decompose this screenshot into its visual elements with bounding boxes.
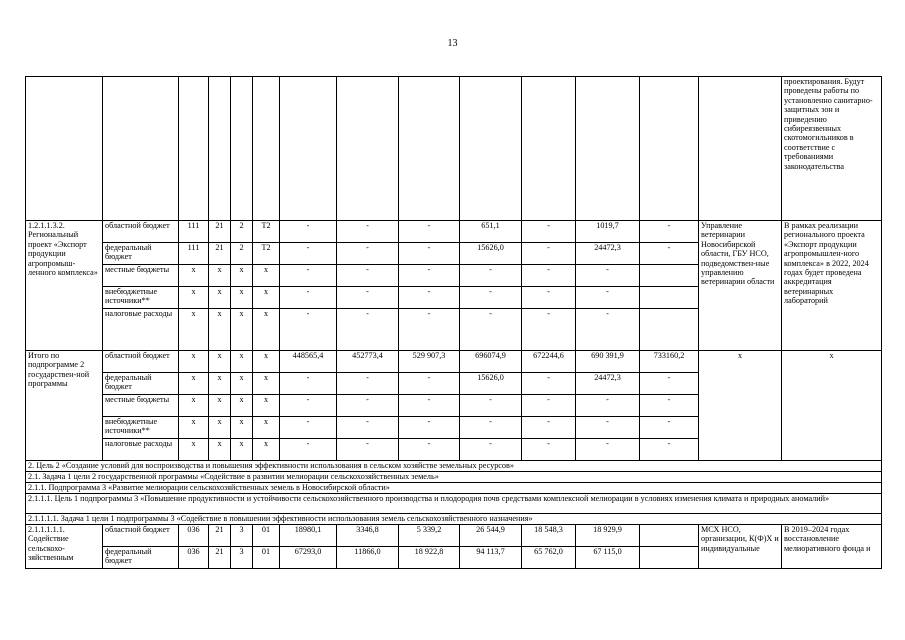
value-cell: 67 115,0	[576, 547, 640, 569]
value-cell: -	[576, 439, 640, 461]
value-cell: 529 907,3	[399, 351, 460, 373]
continuation-note: проектирования. Будут проведены работы по установленно санитарно-защитных зон и приведению сибиреязвенных скотомогильников в соответствие с требованиями законодательства	[782, 77, 882, 221]
value-cell: -	[280, 309, 337, 351]
value-cell: -	[337, 417, 399, 439]
value-cell: -	[460, 439, 522, 461]
value-cell: -	[337, 243, 399, 265]
code-cell: 2	[231, 243, 253, 265]
value-cell: -	[576, 395, 640, 417]
value-cell: -	[576, 309, 640, 351]
code-cell: 3	[231, 525, 253, 547]
code-cell: х	[253, 287, 280, 309]
executor-cell: Управление ветеринарии Новосибирской области, ГБУ НСО, подведомствен-ные управлению ветеринарии области	[699, 221, 782, 351]
value-cell: -	[522, 243, 576, 265]
code-cell: х	[231, 265, 253, 287]
code-cell: х	[231, 417, 253, 439]
value-cell: -	[640, 373, 699, 395]
value-cell: -	[522, 309, 576, 351]
value-cell: -	[460, 309, 522, 351]
code-cell: х	[209, 417, 231, 439]
value-cell: -	[460, 395, 522, 417]
value-cell: -	[522, 265, 576, 287]
value-cell: -	[460, 287, 522, 309]
program-name-cell: 2.1.1.1.1.1. Содействие сельскохо-зяйственным	[26, 525, 103, 569]
value-cell: 733160,2	[640, 351, 699, 373]
code-cell: х	[253, 439, 280, 461]
funding-source-cell: федеральный бюджет	[103, 373, 179, 395]
value-cell: -	[337, 265, 399, 287]
code-cell: х	[253, 417, 280, 439]
code-cell: х	[209, 265, 231, 287]
funding-source-cell: местные бюджеты	[103, 395, 179, 417]
value-cell	[640, 547, 699, 569]
funding-source-cell: федеральный бюджет	[103, 547, 179, 569]
value-cell: 18 548,3	[522, 525, 576, 547]
funding-source-cell: областной бюджет	[103, 221, 179, 243]
value-cell: -	[337, 287, 399, 309]
code-cell: х	[231, 287, 253, 309]
value-cell: 26 544,9	[460, 525, 522, 547]
value-cell: -	[522, 417, 576, 439]
value-cell: 15626,0	[460, 243, 522, 265]
code-cell: х	[209, 309, 231, 351]
code-cell: х	[179, 417, 209, 439]
value-cell: -	[640, 417, 699, 439]
value-cell: 94 113,7	[460, 547, 522, 569]
span-row	[26, 461, 882, 472]
value-cell	[640, 265, 699, 287]
code-cell: х	[253, 265, 280, 287]
funding-source-cell: местные бюджеты	[103, 265, 179, 287]
value-cell: -	[337, 439, 399, 461]
value-cell: -	[460, 417, 522, 439]
value-cell: -	[337, 309, 399, 351]
span-row	[26, 514, 882, 525]
value-cell: -	[399, 309, 460, 351]
value-cell: -	[522, 287, 576, 309]
code-cell: х	[209, 287, 231, 309]
value-cell: -	[337, 395, 399, 417]
value-cell: 5 339,2	[399, 525, 460, 547]
value-cell	[640, 287, 699, 309]
table-row	[26, 351, 882, 373]
value-cell: -	[640, 395, 699, 417]
value-cell: 448565,4	[280, 351, 337, 373]
span-heading-cell: 2. Цель 2 «Создание условий для воспроизводства и повышения эффективности использования в сельском хозяйстве земельных ресурсов»	[26, 461, 882, 472]
value-cell: -	[399, 439, 460, 461]
span-row	[26, 472, 882, 483]
value-cell: 690 391,9	[576, 351, 640, 373]
code-cell: х	[209, 351, 231, 373]
value-cell: -	[280, 243, 337, 265]
value-cell: 67293,0	[280, 547, 337, 569]
table-row	[26, 221, 882, 243]
code-cell: 21	[209, 221, 231, 243]
value-cell	[640, 525, 699, 547]
value-cell: -	[576, 287, 640, 309]
code-cell: х	[179, 395, 209, 417]
executor-cell: х	[699, 351, 782, 461]
value-cell: -	[640, 221, 699, 243]
funding-source-cell: областной бюджет	[103, 351, 179, 373]
funding-source-cell: внебюджетные источники**	[103, 287, 179, 309]
value-cell: 18 929,9	[576, 525, 640, 547]
funding-source-cell: налоговые расходы	[103, 439, 179, 461]
span-heading-cell: 2.1. Задача 1 цели 2 государственной программы «Содействие в развитии мелиорации сельскохозяйственных земель»	[26, 472, 882, 483]
span-heading-cell: 2.1.1. Подпрограмма 3 «Развитие мелиорации сельскохозяйственных земель в Новосибирской области»	[26, 483, 882, 494]
code-cell: х	[179, 439, 209, 461]
code-cell: х	[179, 287, 209, 309]
code-cell: х	[209, 373, 231, 395]
code-cell: х	[253, 395, 280, 417]
value-cell: 651,1	[460, 221, 522, 243]
code-cell: 01	[253, 525, 280, 547]
value-cell: -	[280, 373, 337, 395]
value-cell: -	[460, 265, 522, 287]
value-cell: -	[399, 287, 460, 309]
code-cell: х	[231, 351, 253, 373]
program-name-cell: Итого по подпрограмме 2 государствен-ной программы	[26, 351, 103, 461]
value-cell: 11866,0	[337, 547, 399, 569]
value-cell: 672244,6	[522, 351, 576, 373]
value-cell: -	[337, 221, 399, 243]
value-cell: 24472,3	[576, 373, 640, 395]
value-cell: 65 762,0	[522, 547, 576, 569]
value-cell: -	[399, 395, 460, 417]
code-cell: 3	[231, 547, 253, 569]
code-cell: 21	[209, 243, 231, 265]
executor-cell: МСХ НСО, организации, К(Ф)Х и индивидуальные	[699, 525, 782, 569]
funding-source-cell: областной бюджет	[103, 525, 179, 547]
code-cell: х	[253, 373, 280, 395]
code-cell: 21	[209, 547, 231, 569]
value-cell: -	[640, 439, 699, 461]
span-heading-cell: 2.1.1.1.1. Задача 1 цели 1 подпрограммы 3 «Содействие в повышении эффективности использования земель сельскохозяйственного назначения»	[26, 514, 882, 525]
table-row	[26, 525, 882, 547]
span-heading-cell: 2.1.1.1. Цель 1 подпрограммы 3 «Повышение продуктивности и устойчивости сельскохозяйственного производства и плодородия почв средствами комплексной мелиорации в условиях изменения климата и природных аномалий»	[26, 494, 882, 514]
code-cell: х	[179, 309, 209, 351]
header-continuation-row	[26, 77, 882, 221]
value-cell: -	[399, 243, 460, 265]
value-cell: -	[576, 265, 640, 287]
value-cell: -	[522, 221, 576, 243]
code-cell: х	[209, 439, 231, 461]
code-cell: х	[231, 395, 253, 417]
code-cell: 036	[179, 547, 209, 569]
value-cell: 15626,0	[460, 373, 522, 395]
value-cell: -	[576, 417, 640, 439]
code-cell: х	[179, 351, 209, 373]
value-cell: 1019,7	[576, 221, 640, 243]
value-cell: -	[399, 265, 460, 287]
value-cell: -	[280, 265, 337, 287]
code-cell: х	[253, 351, 280, 373]
code-cell: х	[231, 373, 253, 395]
code-cell: 111	[179, 221, 209, 243]
code-cell: х	[253, 309, 280, 351]
code-cell: Т2	[253, 221, 280, 243]
value-cell: -	[399, 373, 460, 395]
code-cell: х	[231, 309, 253, 351]
page-number: 13	[447, 38, 458, 49]
value-cell: -	[337, 373, 399, 395]
funding-source-cell: федеральный бюджет	[103, 243, 179, 265]
code-cell: х	[231, 439, 253, 461]
code-cell: 036	[179, 525, 209, 547]
value-cell: -	[280, 287, 337, 309]
value-cell: -	[640, 243, 699, 265]
note-cell: В 2019–2024 годах восстановление мелиоративного фонда и	[782, 525, 882, 569]
budget-table	[25, 76, 882, 569]
value-cell	[640, 309, 699, 351]
code-cell: х	[209, 395, 231, 417]
code-cell: 111	[179, 243, 209, 265]
code-cell: х	[179, 265, 209, 287]
note-cell: В рамках реализации регионального проекта «Экспорт продукции агропромышлен-ного комплекса» в 2022, 2024 годах будет проведена аккредитация ветеринарных лабораторий	[782, 221, 882, 351]
value-cell: -	[399, 417, 460, 439]
value-cell: -	[280, 417, 337, 439]
note-cell: х	[782, 351, 882, 461]
value-cell: 452773,4	[337, 351, 399, 373]
value-cell: -	[280, 221, 337, 243]
value-cell: 18 922,8	[399, 547, 460, 569]
value-cell: -	[280, 395, 337, 417]
value-cell: -	[522, 373, 576, 395]
value-cell: -	[280, 439, 337, 461]
value-cell: 696074,9	[460, 351, 522, 373]
code-cell: 01	[253, 547, 280, 569]
span-row	[26, 494, 882, 514]
code-cell: х	[179, 373, 209, 395]
value-cell: -	[399, 221, 460, 243]
value-cell: -	[522, 395, 576, 417]
span-row	[26, 483, 882, 494]
funding-source-cell: налоговые расходы	[103, 309, 179, 351]
funding-source-cell: внебюджетные источники**	[103, 417, 179, 439]
value-cell: -	[522, 439, 576, 461]
value-cell: 18980,1	[280, 525, 337, 547]
value-cell: 24472,3	[576, 243, 640, 265]
code-cell: 21	[209, 525, 231, 547]
code-cell: Т2	[253, 243, 280, 265]
value-cell: 3346,8	[337, 525, 399, 547]
program-name-cell: 1.2.1.1.3.2. Региональный проект «Экспорт продукции агропромыш-ленного комплекса»	[26, 221, 103, 351]
code-cell: 2	[231, 221, 253, 243]
